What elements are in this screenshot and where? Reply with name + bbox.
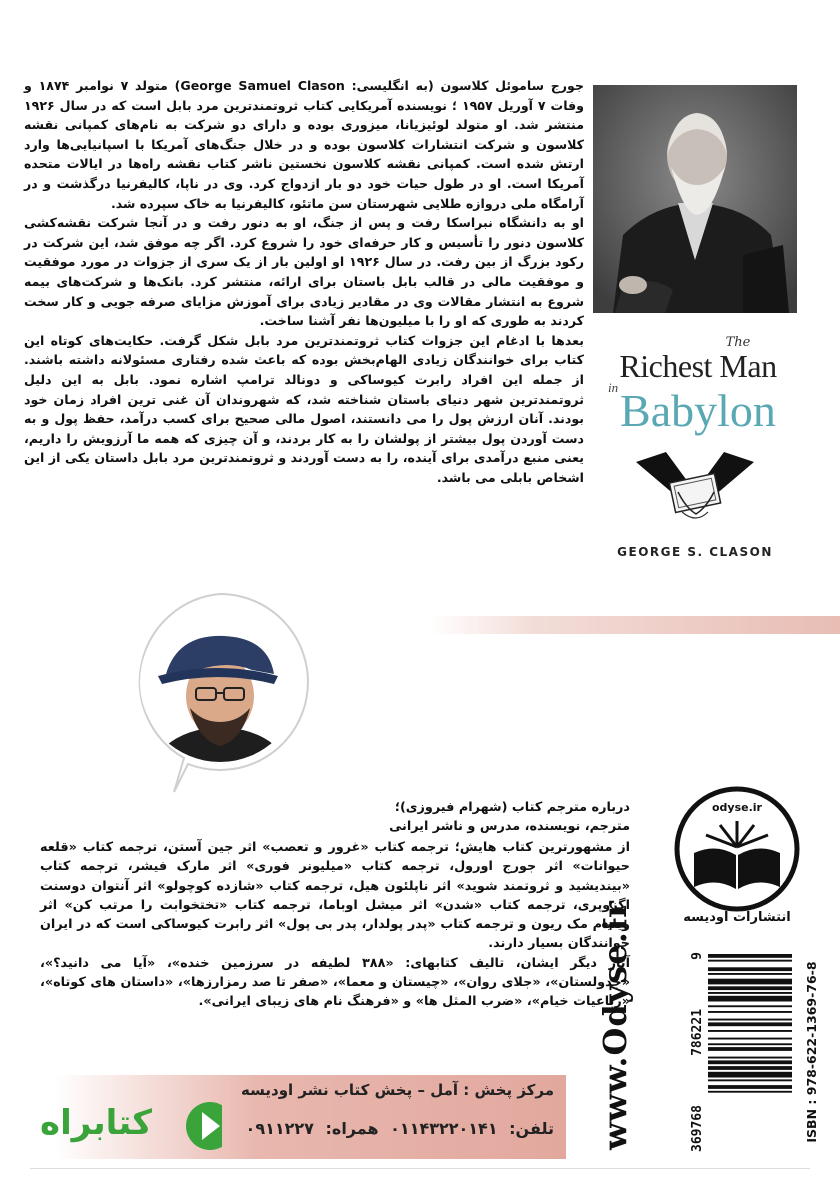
barcode-bar <box>708 1091 792 1093</box>
logo-url-text: odyse.ir <box>712 801 762 814</box>
barcode-bar <box>708 1005 792 1007</box>
barcode-bar <box>708 1043 792 1045</box>
title-the: The <box>725 335 751 350</box>
translator-works <box>40 838 630 1012</box>
decorative-band <box>430 616 840 634</box>
author-photo <box>593 85 797 313</box>
barcode-bar <box>708 1085 792 1089</box>
barcode-digit-group-2: 786221 <box>690 1008 705 1056</box>
barcode-bar <box>708 1019 792 1021</box>
barcode-bar <box>708 1011 792 1013</box>
bottom-divider <box>30 1168 810 1169</box>
title-richest-man: Richest Man <box>619 348 777 384</box>
barcode-bar <box>708 954 792 958</box>
bio-paragraph-2: او به دانشگاه نبراسکا رفت و پس از جنگ، او به دنور رفت و در آنجا شرکت نقشه‌کشی کلاسون دنور را تأسیس و کار حرفه‌ای خود را شروع کرد. اگر چه موفق شد، این شرکت در رکود بزرگ از بین رفت. در سال ۱۹۲۶ او اولین بار از یک سری از جزوات در مورد موفقیت و موفقیت مالی در قالب بابل باستان برای ارائه، منتشر کرد. بانک‌ها و شرکت‌های بیمه شروع به انتشار مقالات وی در مقادیر زیادی برای آموزش مزایای صرفه جویی و کار سخت کردند به طوری که او را با میلیون‌ها نفر آشنا ساخت. <box>24 215 584 329</box>
book-author: GEORGE S. CLASON <box>617 545 773 559</box>
translator-heading-block <box>40 798 630 836</box>
barcode-icon <box>690 950 800 1150</box>
title-in: in <box>608 380 619 395</box>
barcode-bar <box>708 1038 792 1040</box>
translator-roles: مترجم، نویسنده، مدرس و ناشر ایرانی <box>389 819 630 834</box>
barcode-bar <box>708 1057 792 1059</box>
barcode-bar <box>708 973 792 975</box>
title-babylon: Babylon <box>620 385 776 436</box>
barcode-bar <box>708 1047 792 1051</box>
translator-other-works: آثار دیگر ایشان، تالیف کتابهای: «۳۸۸ لطیفه در سرزمین خنده»، «آیا می دانید؟»، «جدولستان»، «جلای روان»، «چیستان و معما»، «صفر تا صد رمزارزها»، «داستان های کوتاه»، «رباعیات خیام»، «ضرب المثل ها» و «فرهنگ نام های زیبای ایرانی». <box>40 955 630 1010</box>
barcode-bar <box>708 967 792 971</box>
barcode-bar <box>708 986 792 990</box>
author-portrait-icon <box>593 85 797 313</box>
distribution-title: مرکز پخش : آمل – پخش کتاب نشر اودیسه <box>241 1081 554 1099</box>
bio-paragraph-1: جورج ساموئل کلاسون (به انگلیسی: George Samuel Clason) متولد ۷ نوامبر ۱۸۷۴ و وفات ۷ آوریل ۱۹۵۷ ؛ نویسنده آمریکایی کتاب ثروتمندترین مرد بابل است که در سال ۱۹۲۶ منتشر شد. او متولد لوئیزیانا، میزوری بوده و دارای دو شرکت به نام‌های کمپانی نقشه کلاسون و شرکت انتشارات کلاسون بوده و در خلال جنگ‌های آمریکا با اسپانیایی‌ها وارد ارتش شده است. کمپانی نقشه کلاسون نخستین ناشر کتاب نقشه راه‌ها در ایالات متحده آمریکا است. او در طول حیات خود دو بار ازدواج کرد. وی در ناپا، کالیفرنیا درگذشت و در آرامگاه ملی دروازه طلایی شهرستان سن ماتئو، کالیفرنیا به خاک سپرده شد. <box>24 78 585 211</box>
bio-paragraph-3: بعدها با ادغام این جزوات کتاب ثروتمندترین مرد بابل شکل گرفت. حکایت‌های کوتاه این کتاب برای خوانندگان زیادی الهام‌بخش بوده که باعث شده رفتاری مسئولانه داشته باشند. از جمله این افراد رابرت کیوساکی و دونالد ترامپ اشاره نمود. بابل به این دلیل ثروتمندترین شهر دنیای باستان شناخته شد، که شهروندان آن غنی ترین افراد زمان خود بودند. آنان ارزش پول را می دانستند، اصول مالی صحیح برای کسب درآمد، حفظ پول و به دست آوردن پول بیشتر از پولشان را به کار بردند، و آن چیزی که همه ما آرزویش را داریم، یعنی منبع درآمدی برای آینده، را به دست آوردند و ثروتمندترین مرد بابل داستان یکی از این اشخاص بابلی می باشد. <box>24 332 584 485</box>
barcode-bar <box>708 1060 792 1064</box>
author-bio <box>24 76 584 487</box>
translator-heading: درباره مترجم کتاب (شهرام فیروزی)؛ <box>394 800 630 815</box>
barcode-bar <box>708 1030 792 1032</box>
barcode-digit-group-3: 369768 <box>690 1105 705 1152</box>
translator-works-paragraph: از مشهورترین کتاب هایش؛ ترجمه کتاب «غرور و تعصب» اثر جین آستن، ترجمه کتاب «قلعه حیوانات» اثر جورج اورول، ترجمه کتاب «میلیونر فوری» اثر مارک فیشر، ترجمه کتاب «بیندیشید و ثروتمند شوید» اثر ناپلئون هیل، ترجمه کتاب «شازده کوچولو» اثر آنتوان دوسنت اگزوپری، ترجمه کتاب «شدن» اثر میشل اوباما، ترجمه کتاب «تختخوابت را مرتب کن» اثر ویلیام مک ریون و ترجمه کتاب «پدر پولدار، پدر بی پول» اثر رابرت کیوساکی است که در ایران خوانندگان بسیار دارند. <box>40 840 630 952</box>
isbn-text: ISBN : 978-622-1369-76-8 <box>804 961 819 1143</box>
barcode-digits <box>690 952 705 1152</box>
barcode-bar <box>708 1066 792 1070</box>
book-title <box>600 335 796 434</box>
publisher-name: انتشارات اودیسه <box>683 910 791 925</box>
distribution-phone: تلفن: ۰۱۱۴۳۲۲۰۱۴۱ همراه: ۰۹۱۱۲۲۷ <box>245 1119 554 1138</box>
barcode-bar <box>708 1072 792 1078</box>
barcode-digit-group-1: 9 <box>690 952 705 960</box>
watermark-text: کتابراه <box>40 1103 153 1143</box>
barcode-bar <box>708 1022 792 1026</box>
barcode-bar <box>708 996 792 1002</box>
barcode-bar <box>708 992 792 994</box>
translator-photo <box>128 590 313 795</box>
barcode-bar <box>708 1079 792 1081</box>
barcode-bar <box>708 960 792 962</box>
barcode-bar <box>708 979 792 985</box>
publisher-website: www.Odyse.ir <box>596 900 634 1150</box>
handshake-money-icon <box>636 452 754 524</box>
